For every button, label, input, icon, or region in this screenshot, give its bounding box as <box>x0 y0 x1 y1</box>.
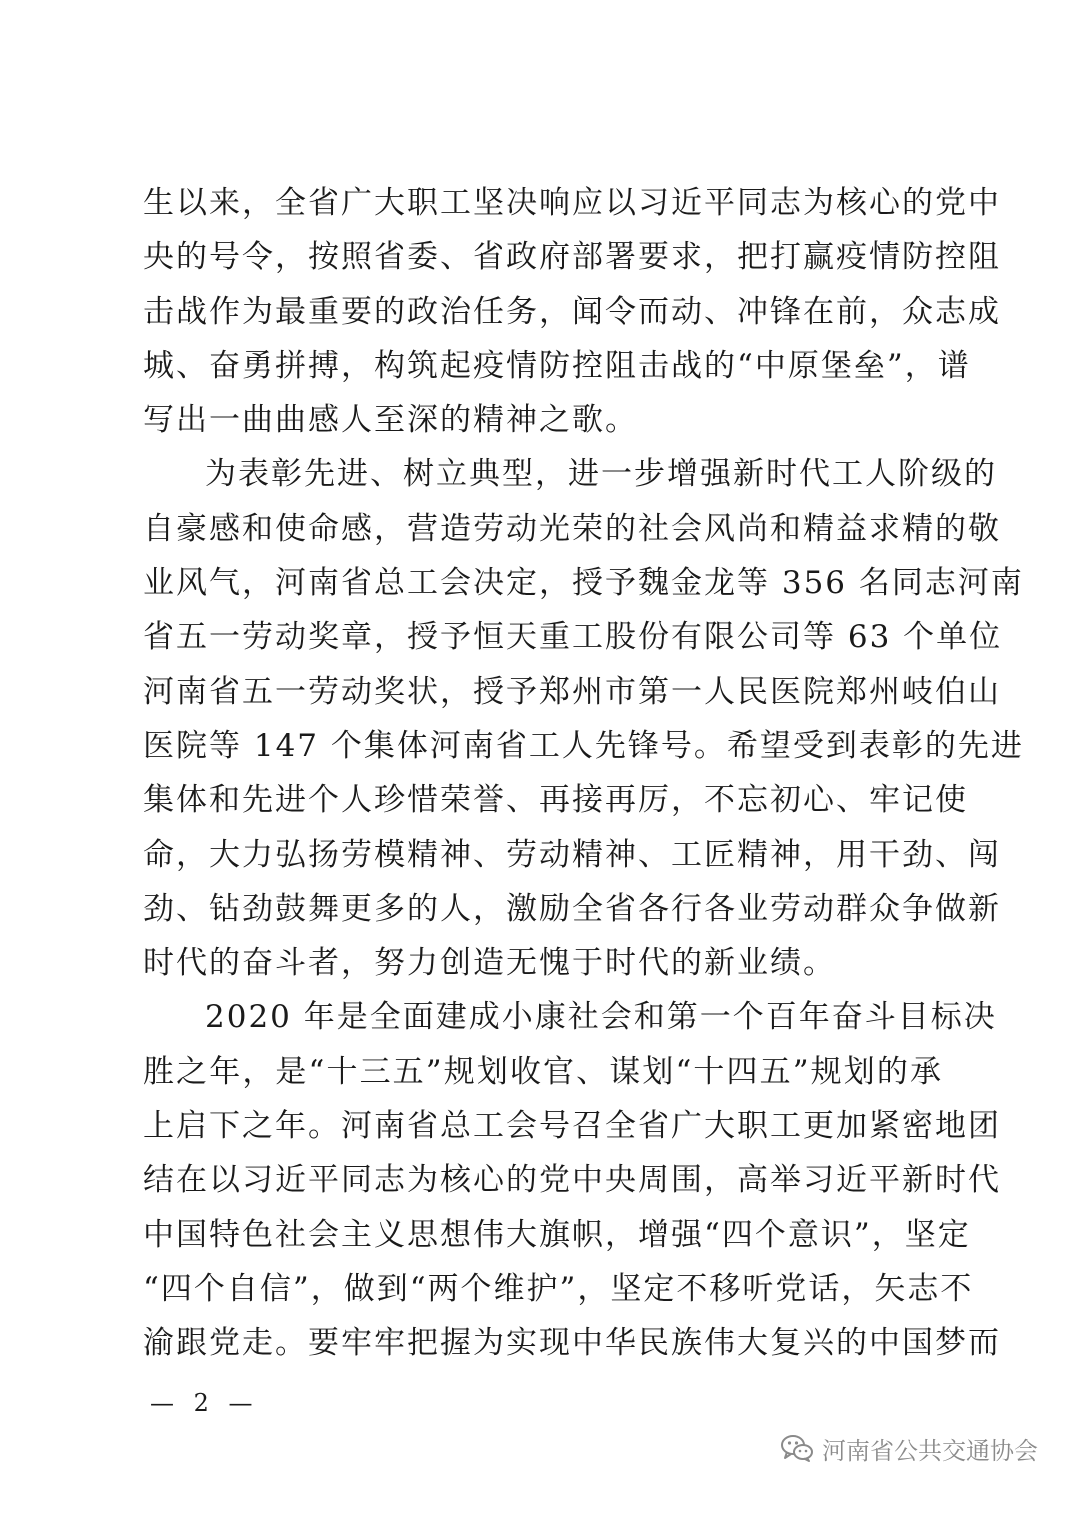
paragraph-3 <box>143 990 1001 1370</box>
document-body <box>143 176 1024 1371</box>
text-line: 医院等 147 个集体河南省工人先锋号。希望受到表彰的先进 <box>143 727 1024 764</box>
text-line: 写出一曲曲感人至深的精神之歌。 <box>143 402 638 439</box>
paragraph-1 <box>143 176 1001 447</box>
text-line: 城、奋勇拼搏，构筑起疫情防控阻击战的“中原堡垒”，谱 <box>143 347 971 384</box>
text-line: 业风气，河南省总工会决定，授予魏金龙等 356 名同志河南 <box>143 565 1024 602</box>
text-line: 渝跟党走。要牢牢把握为实现中华民族伟大复兴的中国梦而 <box>143 1325 1001 1362</box>
watermark <box>780 1430 1038 1466</box>
page-number: — 2 — <box>150 1389 259 1417</box>
text-line: 集体和先进个人珍惜荣誉、再接再厉，不忘初心、牢记使 <box>143 782 968 819</box>
text-line: 自豪感和使命感，营造劳动光荣的社会风尚和精益求精的敬 <box>143 510 1001 547</box>
text-line: 中国特色社会主义思想伟大旗帜，增强“四个意识”，坚定 <box>143 1216 971 1253</box>
wechat-icon <box>780 1433 814 1463</box>
text-line: 2020 年是全面建成小康社会和第一个百年奋斗目标决 <box>205 999 997 1036</box>
text-line: “四个自信”，做到“两个维护”，坚定不移听党话，矢志不 <box>143 1270 974 1307</box>
watermark-text: 河南省公共交通协会 <box>822 1436 1038 1465</box>
text-line: 劲、钻劲鼓舞更多的人，激励全省各行各业劳动群众争做新 <box>143 890 1001 927</box>
text-line: 央的号令，按照省委、省政府部署要求，把打赢疫情防控阻 <box>143 239 1001 276</box>
text-line: 河南省五一劳动奖状，授予郑州市第一人民医院郑州岐伯山 <box>143 673 1001 710</box>
text-line: 生以来，全省广大职工坚决响应以习近平同志为核心的党中 <box>143 185 1001 221</box>
text-line: 胜之年，是“十三五”规划收官、谋划“十四五”规划的承 <box>143 1053 943 1090</box>
text-line: 时代的奋斗者，努力创造无愧于时代的新业绩。 <box>143 945 836 982</box>
text-line: 结在以习近平同志为核心的党中央周围，高举习近平新时代 <box>143 1162 1001 1199</box>
text-line: 击战作为最重要的政治任务，闻令而动、冲锋在前，众志成 <box>143 293 1001 330</box>
text-line: 上启下之年。河南省总工会号召全省广大职工更加紧密地团 <box>143 1108 1001 1145</box>
paragraph-2 <box>143 447 1024 990</box>
text-line: 为表彰先进、树立典型，进一步增强新时代工人阶级的 <box>205 456 997 493</box>
text-line: 命，大力弘扬劳模精神、劳动精神、工匠精神，用干劲、闯 <box>143 836 1001 873</box>
text-line: 省五一劳动奖章，授予恒天重工股份有限公司等 63 个单位 <box>143 619 1003 656</box>
